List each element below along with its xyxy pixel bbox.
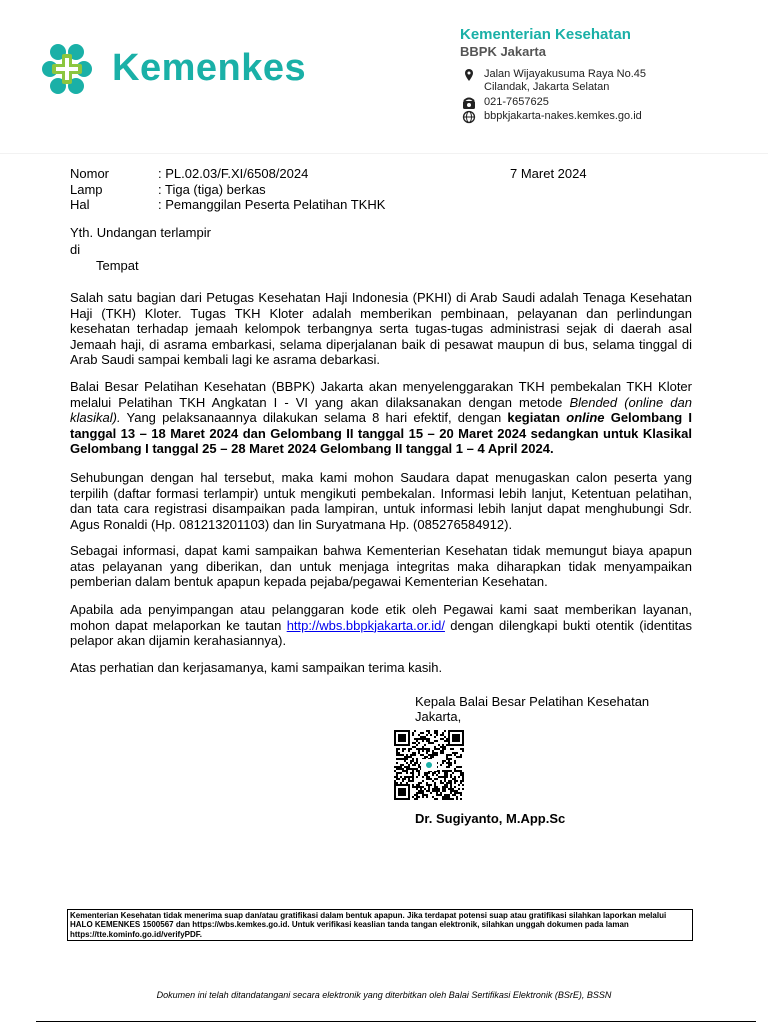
lamp-label: Lamp [70, 182, 103, 197]
kemenkes-logo-icon [38, 40, 96, 98]
gratification-notice [67, 909, 693, 941]
bsre-notice: Dokumen ini telah ditandatangani secara elektronik yang diterbitkan oleh Balai Sertifikasi Elektronik (BSrE), BSSN [156, 990, 612, 1000]
paragraph-2 [70, 379, 692, 457]
p2-kegiatan: kegiatan [507, 410, 567, 426]
letter-date: 7 Maret 2024 [510, 166, 587, 181]
qr-code-icon [394, 730, 464, 800]
address-line-1: Jalan Wijayakusuma Raya No.45 [484, 68, 647, 80]
logo-text: Kemenkes [112, 47, 307, 89]
ministry-name: Kementerian Kesehatan [460, 26, 631, 43]
phone-block [462, 96, 702, 110]
paragraph-4 [70, 543, 692, 590]
website-block [462, 110, 702, 124]
p2-online: online [566, 410, 605, 426]
lamp-value: : Tiga (tiga) berkas [158, 182, 266, 197]
header-divider [0, 153, 768, 154]
paragraph-6 [70, 660, 692, 676]
p2-part-c: Yang pelaksanaannya dilakukan selama 8 hari efektif, dengan [120, 410, 508, 426]
p2-part-a: Balai Besar Pelatihan Kesehatan (BBPK) Jakarta akan menyelenggarakan TKH pembekalan TKH Kloter melalui Pelatihan TKH Angkatan I - VI yang akan dilaksanakan dengan metode [70, 379, 692, 410]
wbs-link[interactable]: http://wbs.bbpkjakarta.or.id/ [286, 617, 445, 633]
p5-part-b: dengan dilengkapi bukti otentik (identitas pelapor akan dijamin kerahasiannya). [70, 617, 692, 649]
hal-label: Hal [70, 197, 90, 212]
p5-part-a: Apabila ada penyimpangan atau pelanggaran kode etik oleh Pegawai kami saat memberikan layanan, mohon dapat melaporkan ke tautan [70, 602, 692, 633]
address-line-2: Cilandak, Jakarta Selatan [484, 81, 610, 93]
address-block [462, 68, 702, 96]
globe-icon [462, 110, 476, 124]
signatory-name: Dr. Sugiyanto, M.App.Sc [415, 811, 566, 826]
p2-blended: Blended (online dan klasikal). [70, 394, 692, 426]
nomor-value: : PL.02.03/F.XI/6508/2024 [158, 166, 309, 181]
paragraph-4-text: Sebagai informasi, dapat kami sampaikan bahwa Kementerian Kesehatan tidak memungut biaya apapun atas pelayanan yang diberikan, dan untuk menjaga integritas maka diharapkan tidak menyampaikan pemberian dalam bentuk apapun kepada pejaba/pegawai Kementerian Kesehatan. [70, 543, 692, 590]
recipient-line-2: di [70, 242, 81, 257]
paragraph-6-text: Atas perhatian dan kerjasamanya, kami sampaikan terima kasih. [70, 660, 443, 675]
paragraph-5 [70, 602, 692, 649]
recipient-line-3: Tempat [96, 258, 139, 273]
paragraph-3-text: Sehubungan dengan hal tersebut, maka kami mohon Saudara dapat menugaskan calon peserta yang terpilih (daftar formasi terlampir) untuk mengikuti pembekalan. Informasi lebih lanjut, Ketentuan pelatihan, dan tata cara registrasi disampaikan pada lampiran, untuk informasi lebih lanjut dapat menghubungi Sdr. Agus Ronaldi (Hp. 081213201103) dan Iin Suryatmana Hp. (085276584912). [70, 470, 692, 532]
bottom-divider [36, 1021, 756, 1022]
phone-number: 021-7657625 [484, 96, 549, 108]
paragraph-1-text: Salah satu bagian dari Petugas Kesehatan Haji Indonesia (PKHI) di Arab Saudi adalah Tenaga Kesehatan Haji (TKH) Kloter. Tugas TKH Kloter adalah memberikan pembinaan, pelayanan dan perlindungan kesehatan terhadap jemaah kelompok terbangnya serta tugas-tugas administrasi sejak di daerah asal Jemaah haji, di asrama embarkasi, selama diperjalanan baik di pesawat maupun di bus, selama tinggal di Arab Saudi sampai kembali lagi ke asrama debarkasi. [70, 290, 692, 368]
paragraph-1 [70, 290, 692, 368]
nomor-label: Nomor [70, 166, 110, 181]
signatory-title-2: Jakarta, [415, 709, 462, 724]
hal-value: : Pemanggilan Peserta Pelatihan TKHK [158, 197, 386, 212]
signatory-title-1: Kepala Balai Besar Pelatihan Kesehatan [415, 694, 650, 709]
location-pin-icon [462, 68, 476, 82]
website-url[interactable]: bbpkjakarta-nakes.kemkes.go.id [484, 110, 642, 122]
p2-schedule: Gelombang I tanggal 13 – 18 Maret 2024 dan Gelombang II tanggal 15 – 20 Maret 2024 sedangkan untuk Klasikal Gelombang I tanggal 25 – 28 Maret 2024 Gelombang II tanggal 1 – 4 April 2024. [70, 410, 692, 457]
unit-name: BBPK Jakarta [460, 44, 546, 59]
phone-icon [462, 96, 476, 110]
recipient-line-1: Yth. Undangan terlampir [70, 225, 211, 240]
gratification-notice-text: Kementerian Kesehatan tidak menerima suap dan/atau gratifikasi dalam bentuk apapun. Jika terdapat potensi suap atau gratifikasi silahkan laporkan melalui HALO KEMENKES 1500567 dan https://wbs.kemkes.go.id. Untuk verifikasi keaslian tanda tangan elektronik, silahkan unggah dokumen pada laman https://tte.kominfo.go.id/verifyPDF. [70, 911, 667, 939]
paragraph-3 [70, 470, 692, 532]
